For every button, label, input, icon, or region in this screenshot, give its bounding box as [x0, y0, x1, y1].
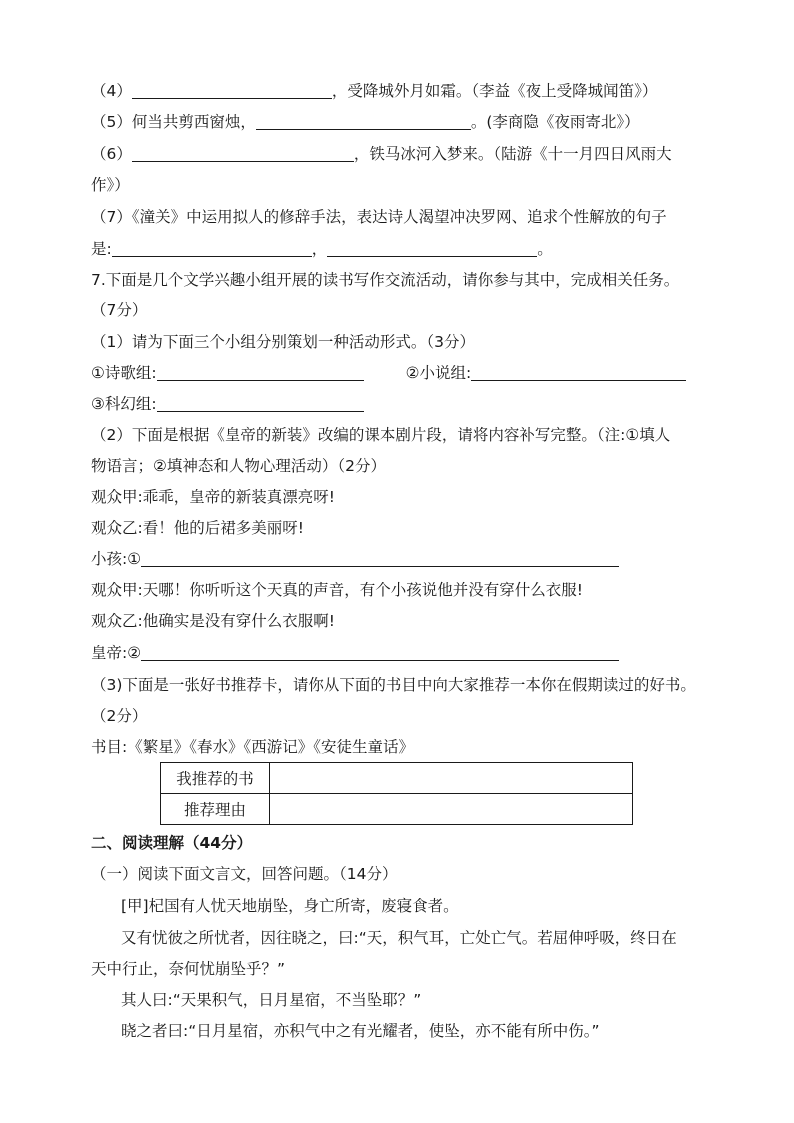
q6-answer-blank[interactable] [132, 145, 354, 162]
group-line-1 [91, 363, 703, 383]
q6-label: （6） [91, 145, 132, 163]
question-7-prompt: （7）《潼关》中运用拟人的修辞手法，表达诗人渴望冲决罗网、追求个性解放的句子 [91, 208, 667, 226]
q4-text: ，受降城外月如霜。（李益《夜上受降城闻笛》） [331, 82, 658, 100]
reading-part-1-title: （一）阅读下面文言文，回答问题。（14分） [91, 865, 398, 883]
task-7-sub1: （1）请为下面三个小组分别策划一种活动形式。（3分） [91, 333, 475, 351]
card-row-book [161, 763, 633, 794]
card-book-cell[interactable] [270, 763, 633, 794]
dialogue-line-1: 观众甲:乖乖，皇帝的新装真漂亮呀! [91, 488, 335, 506]
q4-label: （4） [91, 82, 132, 100]
q7-end: 。 [537, 240, 553, 258]
task-7-sub3-line1: （3)下面是一张好书推荐卡，请你从下面的书目中向大家推荐一本你在假期读过的好书。 [91, 676, 696, 694]
q5-text: 。(李商隐《夜雨寄北》） [470, 113, 640, 131]
book-list: 书目:《繁星》《春水》《西游记》《安徒生童话》 [91, 738, 414, 756]
card-reason-label: 推荐理由 [161, 794, 270, 825]
q7-comma: ， [311, 240, 328, 258]
group-novel-blank[interactable] [471, 364, 686, 381]
task-7-sub3-line2: （2分） [91, 707, 148, 725]
dialogue-child-label: 小孩:① [91, 550, 142, 568]
dialogue-emperor-blank[interactable] [141, 644, 619, 661]
dialogue-child-blank[interactable] [141, 550, 619, 567]
q5-label: （5）何当共剪西窗烛， [91, 113, 256, 131]
question-6-line [91, 144, 703, 164]
question-6-line2: 作》） [91, 176, 130, 194]
book-recommendation-card [160, 762, 633, 825]
question-5-line [91, 112, 703, 132]
q7-answer-blank-1[interactable] [112, 240, 312, 257]
q6-text: ，铁马冰河入梦来。（陆游《十一月四日风雨大 [353, 145, 672, 163]
q7-label: 是: [91, 240, 112, 258]
task-7-sub2-line2: 物语言；②填神态和人物心理活动）（2分） [91, 457, 387, 475]
passage-paragraph-2-line2: 天中行止，奈何忧崩坠乎？” [91, 960, 286, 978]
dialogue-emperor-label: 皇帝:② [91, 644, 142, 662]
q4-answer-blank[interactable] [132, 82, 332, 99]
dialogue-line-4: 观众甲:天哪！你听听这个天真的声音，有个小孩说他并没有穿什么衣服! [91, 581, 583, 599]
section-reading-title: 二、阅读理解（44分） [91, 834, 253, 852]
card-row-reason [161, 794, 633, 825]
q7-answer-blank-2[interactable] [327, 240, 537, 257]
group-novel-label: ②小说组: [405, 364, 472, 382]
passage-paragraph-4: 晓之者曰:“日月星宿，亦积气中之有光耀者，使坠，亦不能有所中伤。” [121, 1022, 600, 1040]
group-poetry-label: ①诗歌组: [91, 364, 157, 382]
dialogue-emperor-line [91, 643, 703, 663]
card-reason-cell[interactable] [270, 794, 633, 825]
q5-answer-blank[interactable] [256, 113, 471, 130]
group-poetry-blank[interactable] [157, 364, 364, 381]
task-7-points: （7分） [91, 301, 148, 319]
question-7-answer-line [91, 239, 703, 259]
passage-paragraph-1: [甲]杞国有人忧天地崩坠，身亡所寄，废寝食者。 [121, 897, 459, 915]
passage-paragraph-3: 其人曰:“天果积气，日月星宿，不当坠耶？” [121, 991, 422, 1009]
group-line-2 [91, 394, 703, 414]
group-scifi-blank[interactable] [157, 395, 364, 412]
dialogue-child-line [91, 549, 703, 569]
dialogue-line-2: 观众乙:看！他的后裙多美丽呀! [91, 519, 304, 537]
task-7-title: 7.下面是几个文学兴趣小组开展的读书写作交流活动，请你参与其中，完成相关任务。 [91, 271, 680, 289]
card-book-label: 我推荐的书 [161, 763, 270, 794]
dialogue-line-5: 观众乙:他确实是没有穿什么衣服啊! [91, 612, 335, 630]
task-7-sub2-line1: （2）下面是根据《皇帝的新装》改编的课本剧片段，请将内容补写完整。（注:①填人 [91, 426, 671, 444]
passage-paragraph-2-line1: 又有忧彼之所忧者，因往晓之，曰:“天，积气耳，亡处亡气。若屈伸呼吸，终日在 [121, 929, 677, 947]
group-scifi-label: ③科幻组: [91, 395, 157, 413]
question-4-line [91, 81, 703, 101]
